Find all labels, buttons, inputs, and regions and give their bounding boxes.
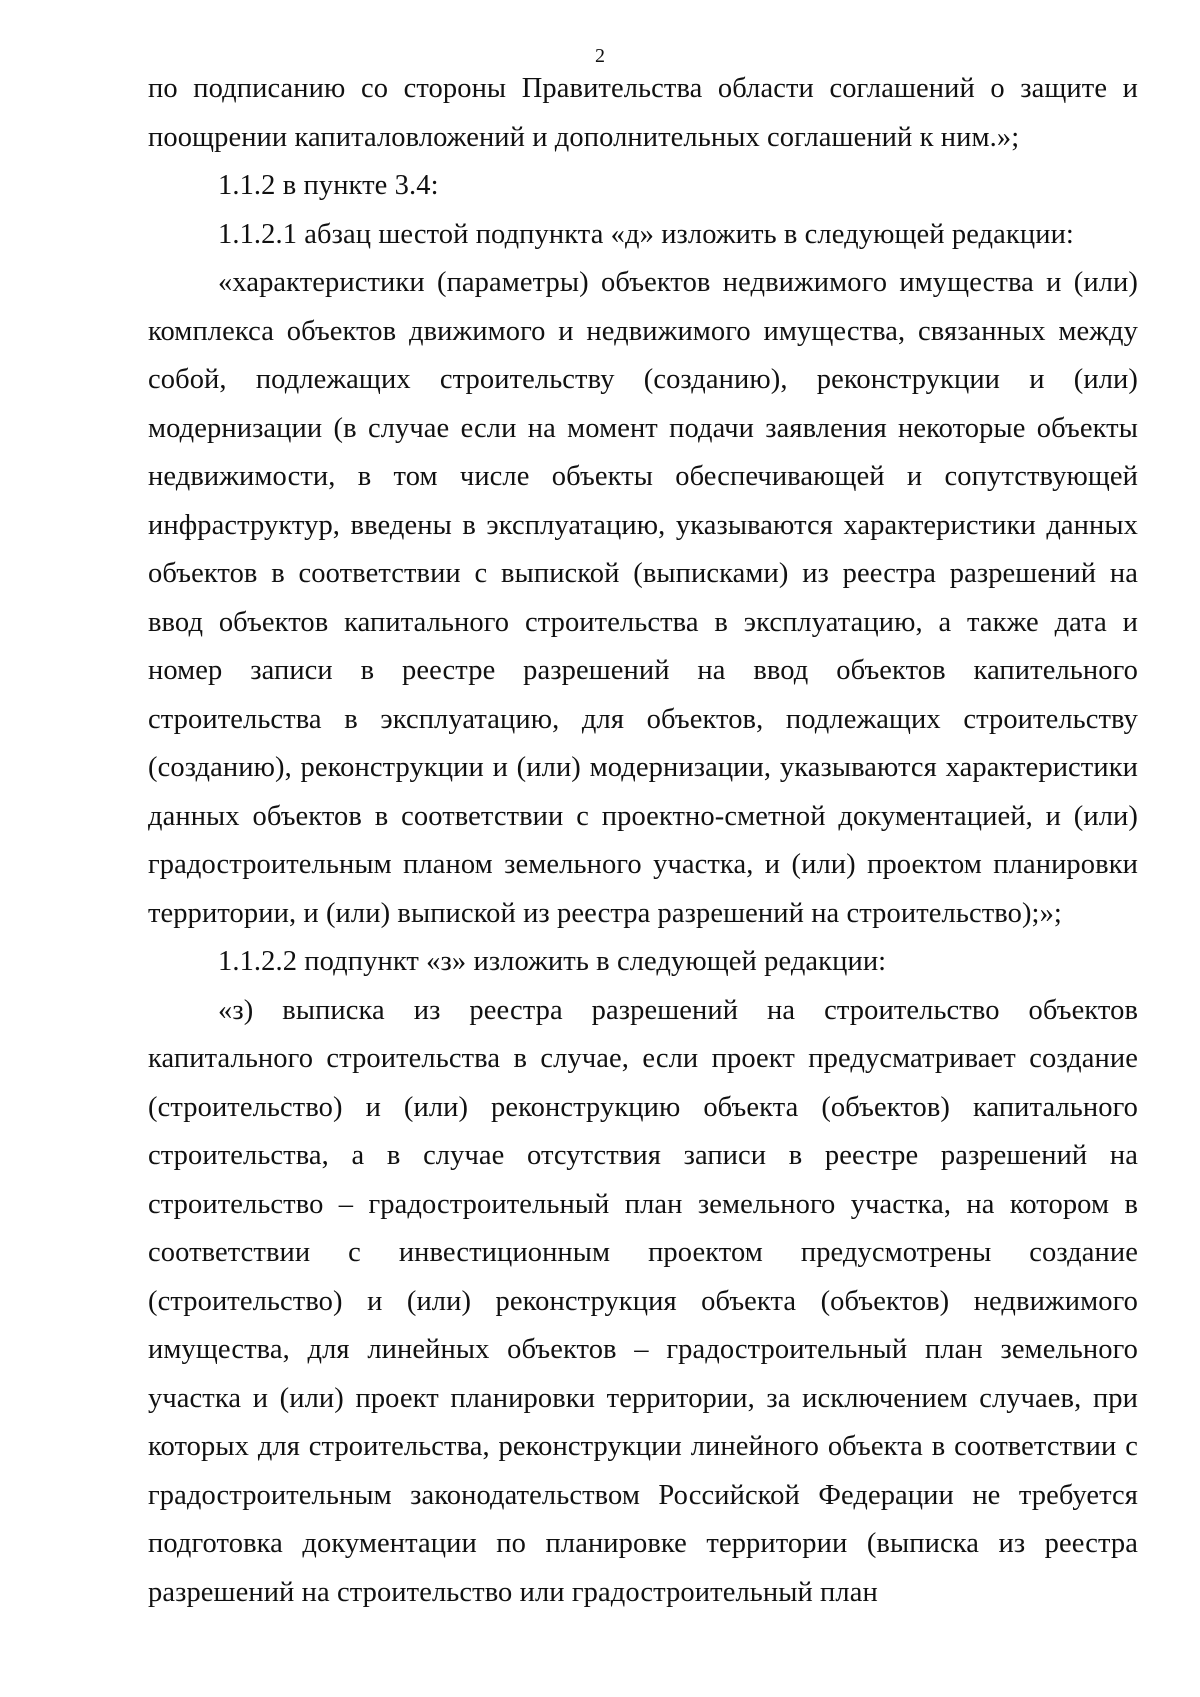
paragraph-item-1-1-2-1: 1.1.2.1 абзац шестой подпункта «д» изложить в следующей редакции: [218, 218, 1074, 250]
document-body [148, 65, 1138, 1617]
page-number: 2 [595, 45, 605, 67]
paragraph-characteristics-quote: «характеристики (параметры) объектов недвижимого имущества и (или) комплекса объектов движимого и недвижимого имущества, связанных между собой, подлежащих строительству (созданию), реконструкции и (или) модернизации (в случае если на момент подачи заявления некоторые объекты недвижимости, в том числе объекты обеспечивающей и сопутствующей инфраструктур, введены в эксплуатацию, указываются характеристики данных объектов в соответствии с выпиской (выписками) из реестра разрешений на ввод объектов капитального строительства в эксплуатацию, а также дата и номер записи в реестре разрешений на ввод объектов капительного строительства в эксплуатацию, для объектов, подлежащих строительству (созданию), реконструкции и (или) модернизации, указываются характеристики данных объектов в соответствии с проектно-сметной документацией, и (или) градостроительным планом земельного участка, и (или) проектом планировки территории, и (или) выпиской из реестра разрешений на строительство);»; [148, 267, 1138, 929]
paragraph-item-1-1-2-2: 1.1.2.2 подпункт «з» изложить в следующей редакции: [218, 946, 887, 977]
paragraph-continuation: по подписанию со стороны Правительства области соглашений о защите и поощрении капиталовложений и дополнительных соглашений к ним.»; [148, 73, 1138, 153]
paragraph-item-1-1-2: 1.1.2 в пункте 3.4: [218, 170, 439, 201]
paragraph-extract-quote: «з) выписка из реестра разрешений на строительство объектов капитального строительства в случае, если проект предусматривает создание (строительство) и (или) реконструкцию объекта (объектов) капитального строительства, а в случае отсутствия записи в реестре разрешений на строительство – градостроительный план земельного участка, на котором в соответствии с инвестиционным проектом предусмотрены создание (строительство) и (или) реконструкция объекта (объектов) недвижимого имущества, для линейных объектов – градостроительный план земельного участка и (или) проект планировки территории, за исключением случаев, при которых для строительства, реконструкции линейного объекта в соответствии с градостроительным законодательством Российской Федерации не требуется подготовка документации по планировке территории (выписка из реестра разрешений на строительство или градостроительный план [148, 994, 1138, 1608]
